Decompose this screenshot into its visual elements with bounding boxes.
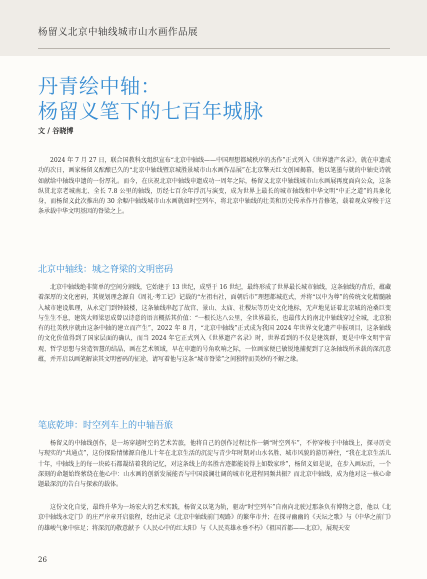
section2-paragraph-2: 这份文化自觉，最终升华为一场宏大的艺术实践，杨留义以笔为轨，驱动“时空列车”自南向北驶过那条负有博物之意，他以《北京中轴线永定门》的庄严序章开启旅程，经由记录《北京中轴线前门观路》的繁华市井；在探寻幽幽的《天坛之歌》与《中华之前门》的雄峻气象中驻足；将深沉的敬意献予《人民心中的红太阳》与《人民英雄永垂不朽》《祖国首都——北京》，展现天安 — [38, 504, 391, 532]
article-title: 丹青绘中轴： 杨留义笔下的七百年城脉 — [38, 74, 264, 123]
section-heading-1: 北京中轴线：城之脊梁的文明密码 — [38, 265, 174, 275]
page-number: 26 — [38, 556, 47, 564]
section1-paragraph: 北京中轴线绝非简单的空间分割线，它始建于 13 世纪，成型于 16 世纪，最终形成了世界最长城市轴线，这条轴线的背后，蕴藏着深厚的文化密码，其规划理念源自《周礼·考工记》记载的“左祖右社，面朝后市”理想都城范式，并将“以中为尊”的传统文化精髓融入城市建设肌理，从永定门到钟鼓楼，这条轴线串起了故宫、景山、太庙、社稷坛等历史文化地标，无声地见证着北京城的沧桑巨变与生生不息，建筑大师梁思成曾以诗意的语言概括其价值：“一根长达八公里，全世界最长，也最伟大的南北中轴线穿过全城，北京独有的壮美秩序就由这条中轴的建立而产生”，2022 年 8 月，“北京中轴线”正式成为我国 2024 年世界文化遗产申报项目，这条轴线的文化价值得到了国家层面的确认，而当 2024 年它正式列入《世界遗产名录》时，世界看到的不仅是建筑群，更是中华文明宇宙观、哲学思想与营造智慧的结晶，画在艺术领域，早在申遗的号角吹响之际，一位画家便已敏锐地捕捉到了这条轴线所承载的深沉意蕴，并开启以画笔解读其文明密码的征途，请写着他与这条“城市脊梁”之间独特而美妙的不解之缘。 — [38, 284, 391, 364]
running-header: 杨留义北京中轴线城市山水画作品展 — [38, 27, 199, 38]
header-divider — [38, 48, 390, 49]
intro-paragraph: 2024 年 7 月 27 日，联合国教科文组织宣布“北京中轴线——中国理想都城秩序的杰作”正式列入《世界遗产名录》，就在申遗成功的次日，画家杨留义酝酿已久的“北京中轴线暨京城胜景城市山水画作品展”在北京擎天红文创园揭幕，他以笔墨与就的中轴史诗就如献给中轴线申遗的一份厚礼。而今，在庆祝北京中轴线申遗成功一周年之际，杨留义北京中轴线城市山水画展再度面向公众，这条纵贯北京老城南北、全长 7.8 公里的轴线，历经七百余年浮沉与演变，成为世界上最长的城市轴线和中华文明“中正之道”的具象化身，而杨留义此次推出的 30 余幅中轴线城市山水画就如时空列车，将北京中轴线的壮美和历史传承作丹青修笔，载着观众穿梭于这条承载中华文明基因的脊梁之上。 — [38, 157, 391, 216]
section2-paragraph-1: 杨留义的中轴线创作，是一场穿越时空的艺术苦旅，他将自己的创作过程比作一辆“时空列车”，不停穿梭于中轴线上，探寻历史与现实的“共通点”，这份探险情愫源自他儿十年在北京生活的沉淀与青少年时期对山水名胜、城市风貌的游历神往，“我在北京生活儿十年，中轴线上的每一块砖石都凝结着我的记忆，对这条线上的名胜古迹都能说得上如数家珍”，杨留义如是说，在步入画坛后，一个深刻的命题始终萦绕在他心中：山水画的创新发展能否与中国波澜壮阔的城市化进程同频共振？而北京中轴线，成为他对这一核心命题最深沉的告白与探索的载体。 — [38, 440, 391, 489]
author-byline: 文 / 谷晓博 — [38, 126, 74, 135]
section-heading-2: 笔底乾坤：时空列车上的中轴吾旅 — [38, 421, 174, 431]
